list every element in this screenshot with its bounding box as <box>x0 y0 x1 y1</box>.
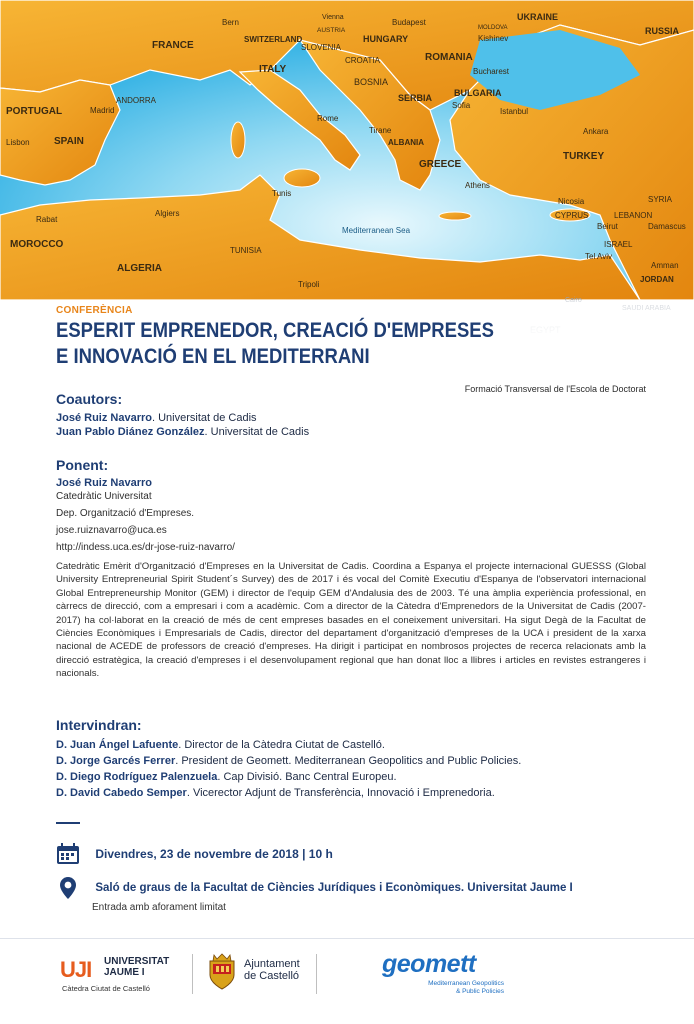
ajuntament-name: Ajuntament de Castelló <box>244 958 300 982</box>
map-label-spain: SPAIN <box>54 136 84 147</box>
map-label-turkey: TURKEY <box>563 151 605 162</box>
map-label-mediterranean-sea: Mediterranean Sea <box>342 226 411 235</box>
map-label-romania: ROMANIA <box>425 52 473 63</box>
map-label-switzerland: SWITZERLAND <box>244 35 303 44</box>
map-label-bosnia: BOSNIA <box>354 77 389 87</box>
map-label-istanbul: Istanbul <box>500 107 529 116</box>
location-pin-icon <box>60 877 76 899</box>
uji-subtitle: Càtedra Ciutat de Castelló <box>62 984 150 993</box>
speaker-url[interactable]: http://indess.uca.es/dr-jose-ruiz-navarro/ <box>56 542 235 553</box>
uji-logo <box>60 957 91 983</box>
event-place-row <box>60 877 573 899</box>
map-label-greece: GREECE <box>419 159 462 170</box>
map-label-lisbon: Lisbon <box>6 138 30 147</box>
panel-item: D. Juan Ángel Lafuente. Director de la Càtedra Ciutat de Castelló. <box>56 739 385 751</box>
coauthor-name: Juan Pablo Diánez González <box>56 426 205 438</box>
event-header <box>56 305 656 368</box>
header-map <box>0 0 694 300</box>
geomett-logo: geomett <box>382 950 476 978</box>
program-note: Formació Transversal de l'Escola de Doctorat <box>464 384 646 394</box>
panel-item: D. David Cabedo Semper. Vicerector Adjunt de Transferència, Innovació i Emprenedoria. <box>56 787 495 799</box>
footer-separator <box>316 954 317 994</box>
speaker-section <box>56 457 235 555</box>
map-label-serbia: SERBIA <box>398 93 433 103</box>
kicker: CONFERÈNCIA <box>56 305 133 316</box>
map-label-italy: ITALY <box>259 64 287 75</box>
uji-mark: UJI <box>60 957 92 982</box>
map-label-andorra: ANDORRA <box>116 96 157 105</box>
speaker-heading: Ponent: <box>56 457 109 473</box>
map-label-sofia: Sofia <box>452 101 471 110</box>
uji-name: UNIVERSITAT JAUME I <box>104 956 170 978</box>
coauthor-item <box>56 411 309 425</box>
map-label-budapest: Budapest <box>392 18 426 27</box>
map-label-algiers: Algiers <box>155 209 180 218</box>
coauthor-name: José Ruiz Navarro <box>56 412 152 424</box>
speaker-bio: Catedràtic Emèrit d'Organització d'Empreses en la Universitat de Cadis. Coordina a Espanya el projecte internacional GUESSS (Global University Entrepreneurial Spirit Student´s Survey) des de 2017 i és vocal del Comitè Executiu d'Espanya de l'observatori internacional Global Entrepreneurship Monitor (GEM) i director de l'equip GEM d'Andalusia des de 2003. Té una àmplia experiència professional, en càrrecs de direcció, com a empresari i com a acadèmic. Com a director de la Càtedra d'Emprenedors de la Universitat de Cadis (2007-2017) ha col·laborat en la creació de més de cent empreses basades en el coneixement universitari. Ha sigut Degà de la Facultat de Ciències Econòmiques i Empresarials de Cadis, director del departament d'organització d'empreses de la UCA i president de la xarxa nacional de ACEDE de professors de creació d'empreses. Ha dirigit i participat en nombrosos projectes de recerca relacionats amb la direcció estratègica, la creació d'empreses i el desenvolupament regional que han donat lloc a llibres i articles en revistes estrangeres i nacionals. <box>56 561 646 680</box>
calendar-icon <box>56 843 80 865</box>
map-label-kishinev: Kishinev <box>478 34 509 43</box>
event-date-row <box>56 843 333 865</box>
map-label-ukraine: UKRAINE <box>517 12 559 22</box>
map-label-portugal: PORTUGAL <box>6 106 63 117</box>
map-label-tunisia: TUNISIA <box>230 246 262 255</box>
map-label-albania: ALBANIA <box>388 138 424 147</box>
map-label-tripoli: Tripoli <box>298 280 320 289</box>
map-label-madrid: Madrid <box>90 106 115 115</box>
sicily-island <box>284 169 320 187</box>
map-label-cyprus: CYPRUS <box>555 211 589 220</box>
entry-note: Entrada amb aforament limitat <box>92 902 226 913</box>
coauthors-heading: Coautors: <box>56 391 123 407</box>
map-label-nicosia: Nicosia <box>558 197 585 206</box>
panel-heading: Intervindran: <box>56 717 142 733</box>
page-title-line-1: ESPERIT EMPRENEDOR, CREACIÓ D'EMPRESES <box>56 318 494 342</box>
map-label-athens: Athens <box>465 181 490 190</box>
coauthor-item <box>56 425 309 439</box>
map-label-algeria: ALGERIA <box>117 263 162 274</box>
event-place: Saló de graus de la Facultat de Ciències Jurídiques i Econòmiques. Universitat Jaume I <box>95 882 573 894</box>
map-label-slovenia: SLOVENIA <box>301 43 342 52</box>
map-label-austria: AUSTRIA <box>317 27 346 34</box>
map-label-lebanon: LEBANON <box>614 211 653 220</box>
map-label-tunis: Tunis <box>272 189 292 198</box>
coauthor-affiliation: . Universitat de Cadis <box>151 412 257 424</box>
map-label-jordan: JORDAN <box>640 275 674 284</box>
map-label-france: FRANCE <box>152 40 194 51</box>
panel-item: D. Diego Rodríguez Palenzuela. Cap Divisió. Banc Central Europeu. <box>56 771 397 783</box>
coauthor-affiliation: . Universitat de Cadis <box>204 426 310 438</box>
map-label-ankara: Ankara <box>583 127 609 136</box>
panel-section <box>56 717 521 800</box>
page-title-line-2: E INNOVACIÓ EN EL MEDITERRANI <box>56 344 370 368</box>
map-label-rome: Rome <box>317 114 339 123</box>
footer-separator <box>192 954 193 994</box>
speaker-name: José Ruiz Navarro <box>56 477 152 489</box>
map-label-israel: ISRAEL <box>604 240 633 249</box>
map-label-vienna: Vienna <box>322 14 344 21</box>
map-label-amman: Amman <box>651 261 679 270</box>
coauthors-section <box>56 391 309 439</box>
map-label-morocco: MOROCCO <box>10 239 64 250</box>
map-label-beirut: Beirut <box>597 222 618 231</box>
map-label-tel-aviv: Tel Aviv <box>585 252 612 261</box>
panel-item: D. Jorge Garcés Ferrer. President de Geomett. Mediterranean Geopolitics and Public Policies. <box>56 755 522 767</box>
crete-island <box>439 212 471 220</box>
map-label-bern: Bern <box>222 18 239 27</box>
speaker-title: Catedràtic Universitat <box>56 491 152 502</box>
map-label-moldova: MOLDOVA <box>478 25 508 31</box>
footer-rule <box>0 938 694 939</box>
map-label-bulgaria: BULGARIA <box>454 88 502 98</box>
speaker-department: Dep. Organització d'Empreses. <box>56 508 195 519</box>
map-label-syria: SYRIA <box>648 195 673 204</box>
map-label-rabat: Rabat <box>36 215 58 224</box>
map-label-damascus: Damascus <box>648 222 686 231</box>
footer <box>0 940 694 1024</box>
speaker-email[interactable]: jose.ruiznavarro@uca.es <box>56 525 167 536</box>
map-label-tirane: Tirane <box>369 126 392 135</box>
divider <box>56 822 80 824</box>
sardinia-island <box>231 122 245 158</box>
map-label-croatia: CROATIA <box>345 56 380 65</box>
castello-crest-icon <box>207 953 237 991</box>
geomett-subtitle: Mediterranean Geopolitics & Public Policies <box>428 980 504 995</box>
map-label-russia: RUSSIA <box>645 26 680 36</box>
map-label-bucharest: Bucharest <box>473 67 510 76</box>
map-label-hungary: HUNGARY <box>363 34 409 44</box>
event-date: Divendres, 23 de novembre de 2018 | 10 h <box>95 847 333 861</box>
